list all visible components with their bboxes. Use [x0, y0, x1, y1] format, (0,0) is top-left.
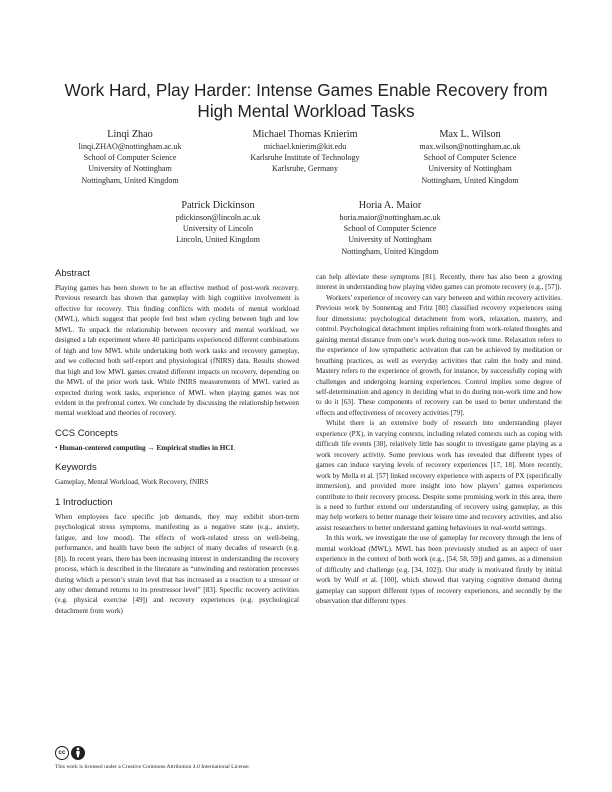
ccs-heading: CCS Concepts: [55, 427, 118, 439]
left-column: [55, 268, 299, 616]
author-affiliation: School of Computer Science: [83, 153, 177, 163]
ccs-bullet: •: [55, 443, 58, 452]
paragraph: Workers’ experience of recovery can vary between and within recovery activities. Previous work by Sonnentag and Fritz [80] classified recovery experiences using four dimensions: psychological detachment from work, relaxation, mastery, and control. Psychological detachment implies refraining from work-related thoughts and gaining mental distance from one’s work during non-work time. Relaxation refers to the experience of low sympathetic activation that can be achieved by meditation or breathing practices, as well as everyday activities that calm the body and mind. Mastery refers to the experience of growth, for instance, by successfully coping with challenges and undergoing learning experiences. Control implies some degree of self-determination and agency in deciding what to do during non-work time and how to do it [63]. These components of recovery can be used to better understand the effects and effectiveness of recovery activities [79].: [316, 293, 562, 417]
author-block: [60, 128, 200, 186]
author-affiliation: Karlsruhe Institute of Technology: [250, 153, 360, 163]
ccs-item: [55, 443, 299, 454]
title-line-1: Work Hard, Play Harder: Intense Games Enable Recovery from: [64, 80, 548, 100]
author-email[interactable]: max.wilson@nottingham.ac.uk: [419, 142, 521, 151]
author-email[interactable]: michael.knierim@kit.edu: [263, 142, 347, 151]
author-name: Linqi Zhao: [107, 129, 153, 140]
cc-icon: cc: [55, 746, 69, 760]
ccs-concept: Empirical studies in HCI: [156, 443, 234, 452]
author-name: Max L. Wilson: [439, 129, 501, 140]
author-block: [230, 128, 380, 175]
author-affiliation: University of Lincoln: [182, 224, 254, 234]
author-affiliation: University of Nottingham: [88, 164, 172, 174]
author-affiliation: Lincoln, United Kingdom: [176, 235, 260, 245]
paragraph: Whilst there is an extensive body of research into understanding player experience (PX), in varying contexts, including related contexts such as coping with difficult life events [38], relatively little has sought to investigate game playing as a work recovery activity. Some previous work has revealed that different types of games can induce varying levels of recovery experiences [17, 18]. More recently, work by Mella et al. [57] linked recovery experience with aspects of PX (specifically immersion), and provided more insight into how players’ games experiences contribute to their recovery process. Despite some promising work in this area, there is a need to further extend our understanding of recovery using gameplay, as this may help workers to better manage their leisure time and recovery activities, and also assist researchers to better understand gaming behaviours in real-world settings.: [316, 419, 562, 532]
abstract-heading: Abstract: [55, 268, 90, 279]
introduction-text: When employees face specific job demands, they may exhibit short-term psychological stress symptoms, manifesting as a negative state (e.g., anxiety, fatigue, and low mood). The effects of work-related stress on well-being, performance, and health have been the subject of many decades of research (e.g. [8]). In recent years, there has been increasing interest in understanding the recovery process, which is described in the literature as “unwinding and restoration processes during which a person’s strain level that has increased as a reaction to a stressor or any other demand returns to its prestressor level” [83]. Specific recovery activities (e.g. physical exercise [49]) and recovery experiences (e.g. psychological detachment from work): [55, 512, 299, 615]
author-affiliation: School of Computer Science: [423, 153, 517, 163]
keywords-text: Gameplay, Mental Workload, Work Recovery, fNIRS: [55, 478, 209, 487]
paragraph: In this work, we investigate the use of gameplay for recovery through the lens of mental workload (MWL). MWL has been previously studied as an aspect of user experience in the context of both work (e.g., [54, 58, 59]) and games, as a dimension of difficulty and challenge (e.g. [34, 102]). Our study is motivated firstly by initial work by Wulf et al. [100], which showed that varying cognitive demand during gameplay can support different types of recovery experiences, and secondly by the observation that different types: [316, 534, 562, 606]
author-affiliation: University of Nottingham: [348, 235, 432, 245]
introduction-heading: 1 Introduction: [55, 496, 113, 508]
author-email[interactable]: linqi.ZHAO@nottingham.ac.uk: [78, 142, 182, 151]
author-email[interactable]: horia.maior@nottingham.ac.uk: [339, 213, 441, 222]
title-line-2: High Mental Workload Tasks: [197, 101, 415, 121]
paragraph: can help alleviate these symptoms [81]. Recently, there has also been a growing interest in understanding how playing video games can promote recovery (e.g., [57]).: [316, 273, 562, 292]
arrow-icon: →: [147, 443, 155, 452]
author-name: Michael Thomas Knierim: [252, 129, 358, 140]
author-email[interactable]: pdickinson@lincoln.ac.uk: [175, 213, 261, 222]
author-name: Horia A. Maior: [358, 200, 422, 211]
ccs-concept: Human-centered computing: [59, 443, 146, 452]
author-block: [315, 199, 465, 257]
author-block: [400, 128, 540, 186]
abstract-text: Playing games has been shown to be an effective method of post-work recovery. Previous research has shown that gameplay with high cognitive involvement is effective for recovery. This finding conflicts with models of mental workload (MWL), which suggest that people feel best when cycling between high and low MWL. To unpack the relationship between recovery and mental workload, we designed a lab experiment where 40 participants experienced different combinations of high and low MWL while undertaking both work tasks and recovery gameplay, and we collected both self-report and physiological (fNIRS) data. Results showed that high and low MWL games created different impacts on recovery, depending on the MWL of the prior work task. While fNIRS measurements of MWL varied as expected during work tasks, experience of MWL when playing games was not evident in the prefrontal cortex. We conclude by discussing the relationship between mental workload and theories of recovery.: [55, 284, 299, 418]
author-affiliation: Nottingham, United Kingdom: [341, 246, 439, 256]
author-name: Patrick Dickinson: [181, 200, 255, 211]
cc-by-badge[interactable]: [55, 745, 101, 760]
ccs-period: .: [233, 443, 236, 452]
keywords-heading: Keywords: [55, 462, 97, 474]
attribution-icon: [71, 746, 85, 760]
paper-title: [40, 80, 572, 122]
author-affiliation: University of Nottingham: [428, 164, 512, 174]
license-text: This work is licensed under a Creative Commons Attribution 4.0 International License.: [55, 764, 250, 770]
author-block: [148, 199, 288, 246]
author-affiliation: Karlsruhe, Germany: [271, 164, 339, 174]
author-affiliation: Nottingham, United Kingdom: [81, 175, 179, 185]
author-affiliation: Nottingham, United Kingdom: [421, 175, 519, 185]
right-column: [316, 272, 562, 607]
license-block: [55, 740, 299, 771]
author-affiliation: School of Computer Science: [343, 224, 437, 234]
